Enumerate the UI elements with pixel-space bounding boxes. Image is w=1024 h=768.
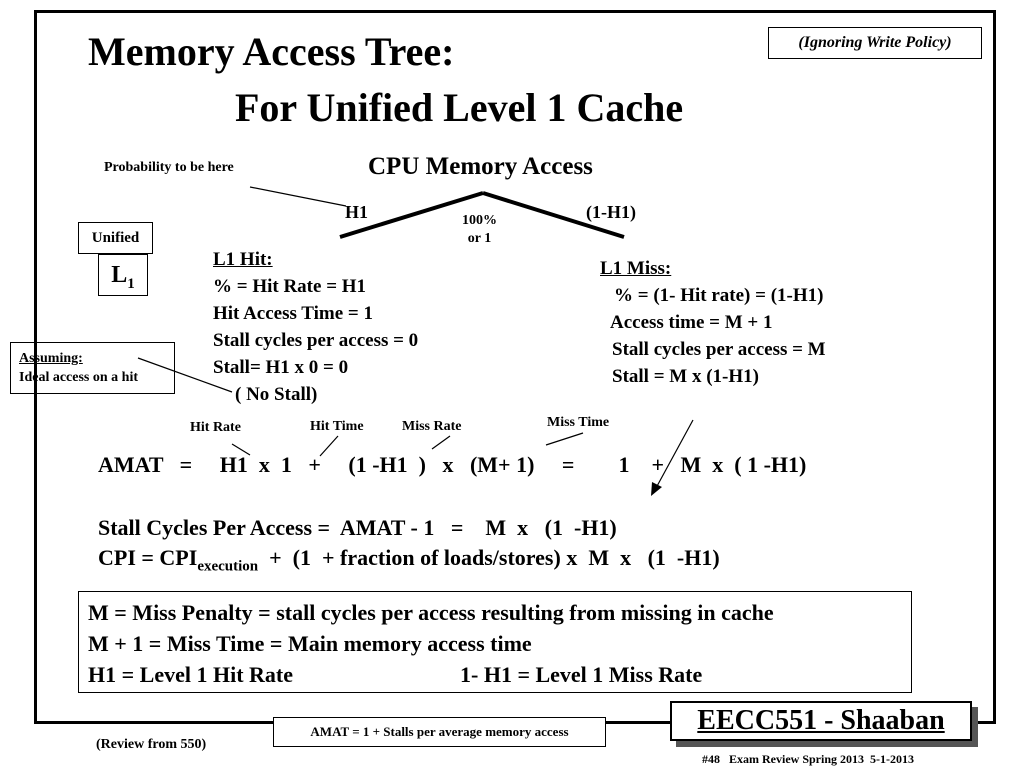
amat-note-box: AMAT = 1 + Stalls per average memory access	[273, 717, 606, 747]
miss-rate-pointer	[432, 436, 450, 449]
l1-cache-main: L	[111, 262, 128, 288]
miss-arrow-head	[651, 482, 662, 496]
definition-miss-rate: 1- H1 = Level 1 Miss Rate	[460, 662, 703, 687]
review-note: (Review from 550)	[96, 737, 207, 752]
assuming-heading: Assuming:	[19, 351, 83, 366]
l1-cache-sub: 1	[127, 275, 135, 292]
slide-footer: #48 Exam Review Spring 2013 5-1-2013	[702, 752, 914, 766]
miss-time-pointer	[546, 433, 583, 445]
l1-hit-heading: L1 Hit:	[213, 249, 273, 270]
title-line-1: Memory Access Tree:	[88, 29, 455, 74]
unified-label: Unified	[78, 222, 153, 254]
l1-hit-line-2: Hit Access Time = 1	[213, 303, 373, 324]
tree-left-branch-label: H1	[345, 202, 369, 222]
root-probability-line-1: 100%	[462, 213, 497, 228]
l1-hit-line-5: ( No Stall)	[235, 384, 318, 405]
root-probability-line-2: or 1	[467, 231, 492, 246]
probability-pointer	[250, 187, 346, 206]
assuming-text: Ideal access on a hit	[19, 370, 138, 385]
l1-miss-line-4: Stall = M x (1-H1)	[612, 366, 759, 387]
assuming-box	[10, 342, 175, 394]
hit-rate-label: Hit Rate	[190, 420, 241, 435]
title-line-2: For Unified Level 1 Cache	[235, 85, 684, 130]
l1-miss-heading: L1 Miss:	[600, 258, 672, 279]
definition-rates	[88, 659, 911, 690]
tree-root-label: CPU Memory Access	[368, 153, 593, 180]
miss-rate-label: Miss Rate	[402, 419, 462, 434]
l1-hit-block	[213, 246, 418, 408]
definition-miss-time: M + 1 = Miss Time = Main memory access time	[88, 631, 532, 656]
root-probability	[462, 212, 497, 248]
l1-miss-block	[600, 255, 826, 390]
hit-time-label: Hit Time	[310, 419, 364, 434]
ignoring-write-policy-note: (Ignoring Write Policy)	[768, 27, 982, 59]
definition-hit-rate: H1 = Level 1 Hit Rate	[88, 662, 293, 687]
cpi-subscript: execution	[197, 558, 259, 575]
cpi-equation	[98, 545, 720, 575]
definition-miss-penalty: M = Miss Penalty = stall cycles per access resulting from missing in cache	[88, 600, 774, 625]
course-badge: EECC551 - Shaaban	[670, 701, 972, 741]
l1-hit-line-1: % = Hit Rate = H1	[213, 276, 367, 297]
l1-hit-line-3: Stall cycles per access = 0	[213, 330, 419, 351]
cpi-prefix: CPI = CPI	[98, 545, 198, 570]
l1-miss-line-1: % = (1- Hit rate) = (1-H1)	[614, 285, 824, 306]
cpi-suffix: + (1 + fraction of loads/stores) x M x (1 -H1)	[258, 545, 720, 570]
stall-cycles-equation: Stall Cycles Per Access = AMAT - 1 = M x (1 -H1)	[98, 515, 617, 540]
l1-hit-line-4: Stall= H1 x 0 = 0	[213, 357, 349, 378]
l1-cache-box	[98, 254, 148, 296]
l1-miss-line-2: Access time = M + 1	[610, 312, 773, 333]
probability-note: Probability to be here	[104, 160, 234, 175]
definitions-box	[78, 591, 912, 693]
l1-miss-line-3: Stall cycles per access = M	[612, 339, 826, 360]
miss-time-label: Miss Time	[547, 415, 610, 430]
amat-equation: AMAT = H1 x 1 + (1 -H1 ) x (M+ 1) = 1 + M x ( 1 -H1)	[98, 452, 807, 477]
tree-right-branch-label: (1-H1)	[586, 202, 636, 222]
